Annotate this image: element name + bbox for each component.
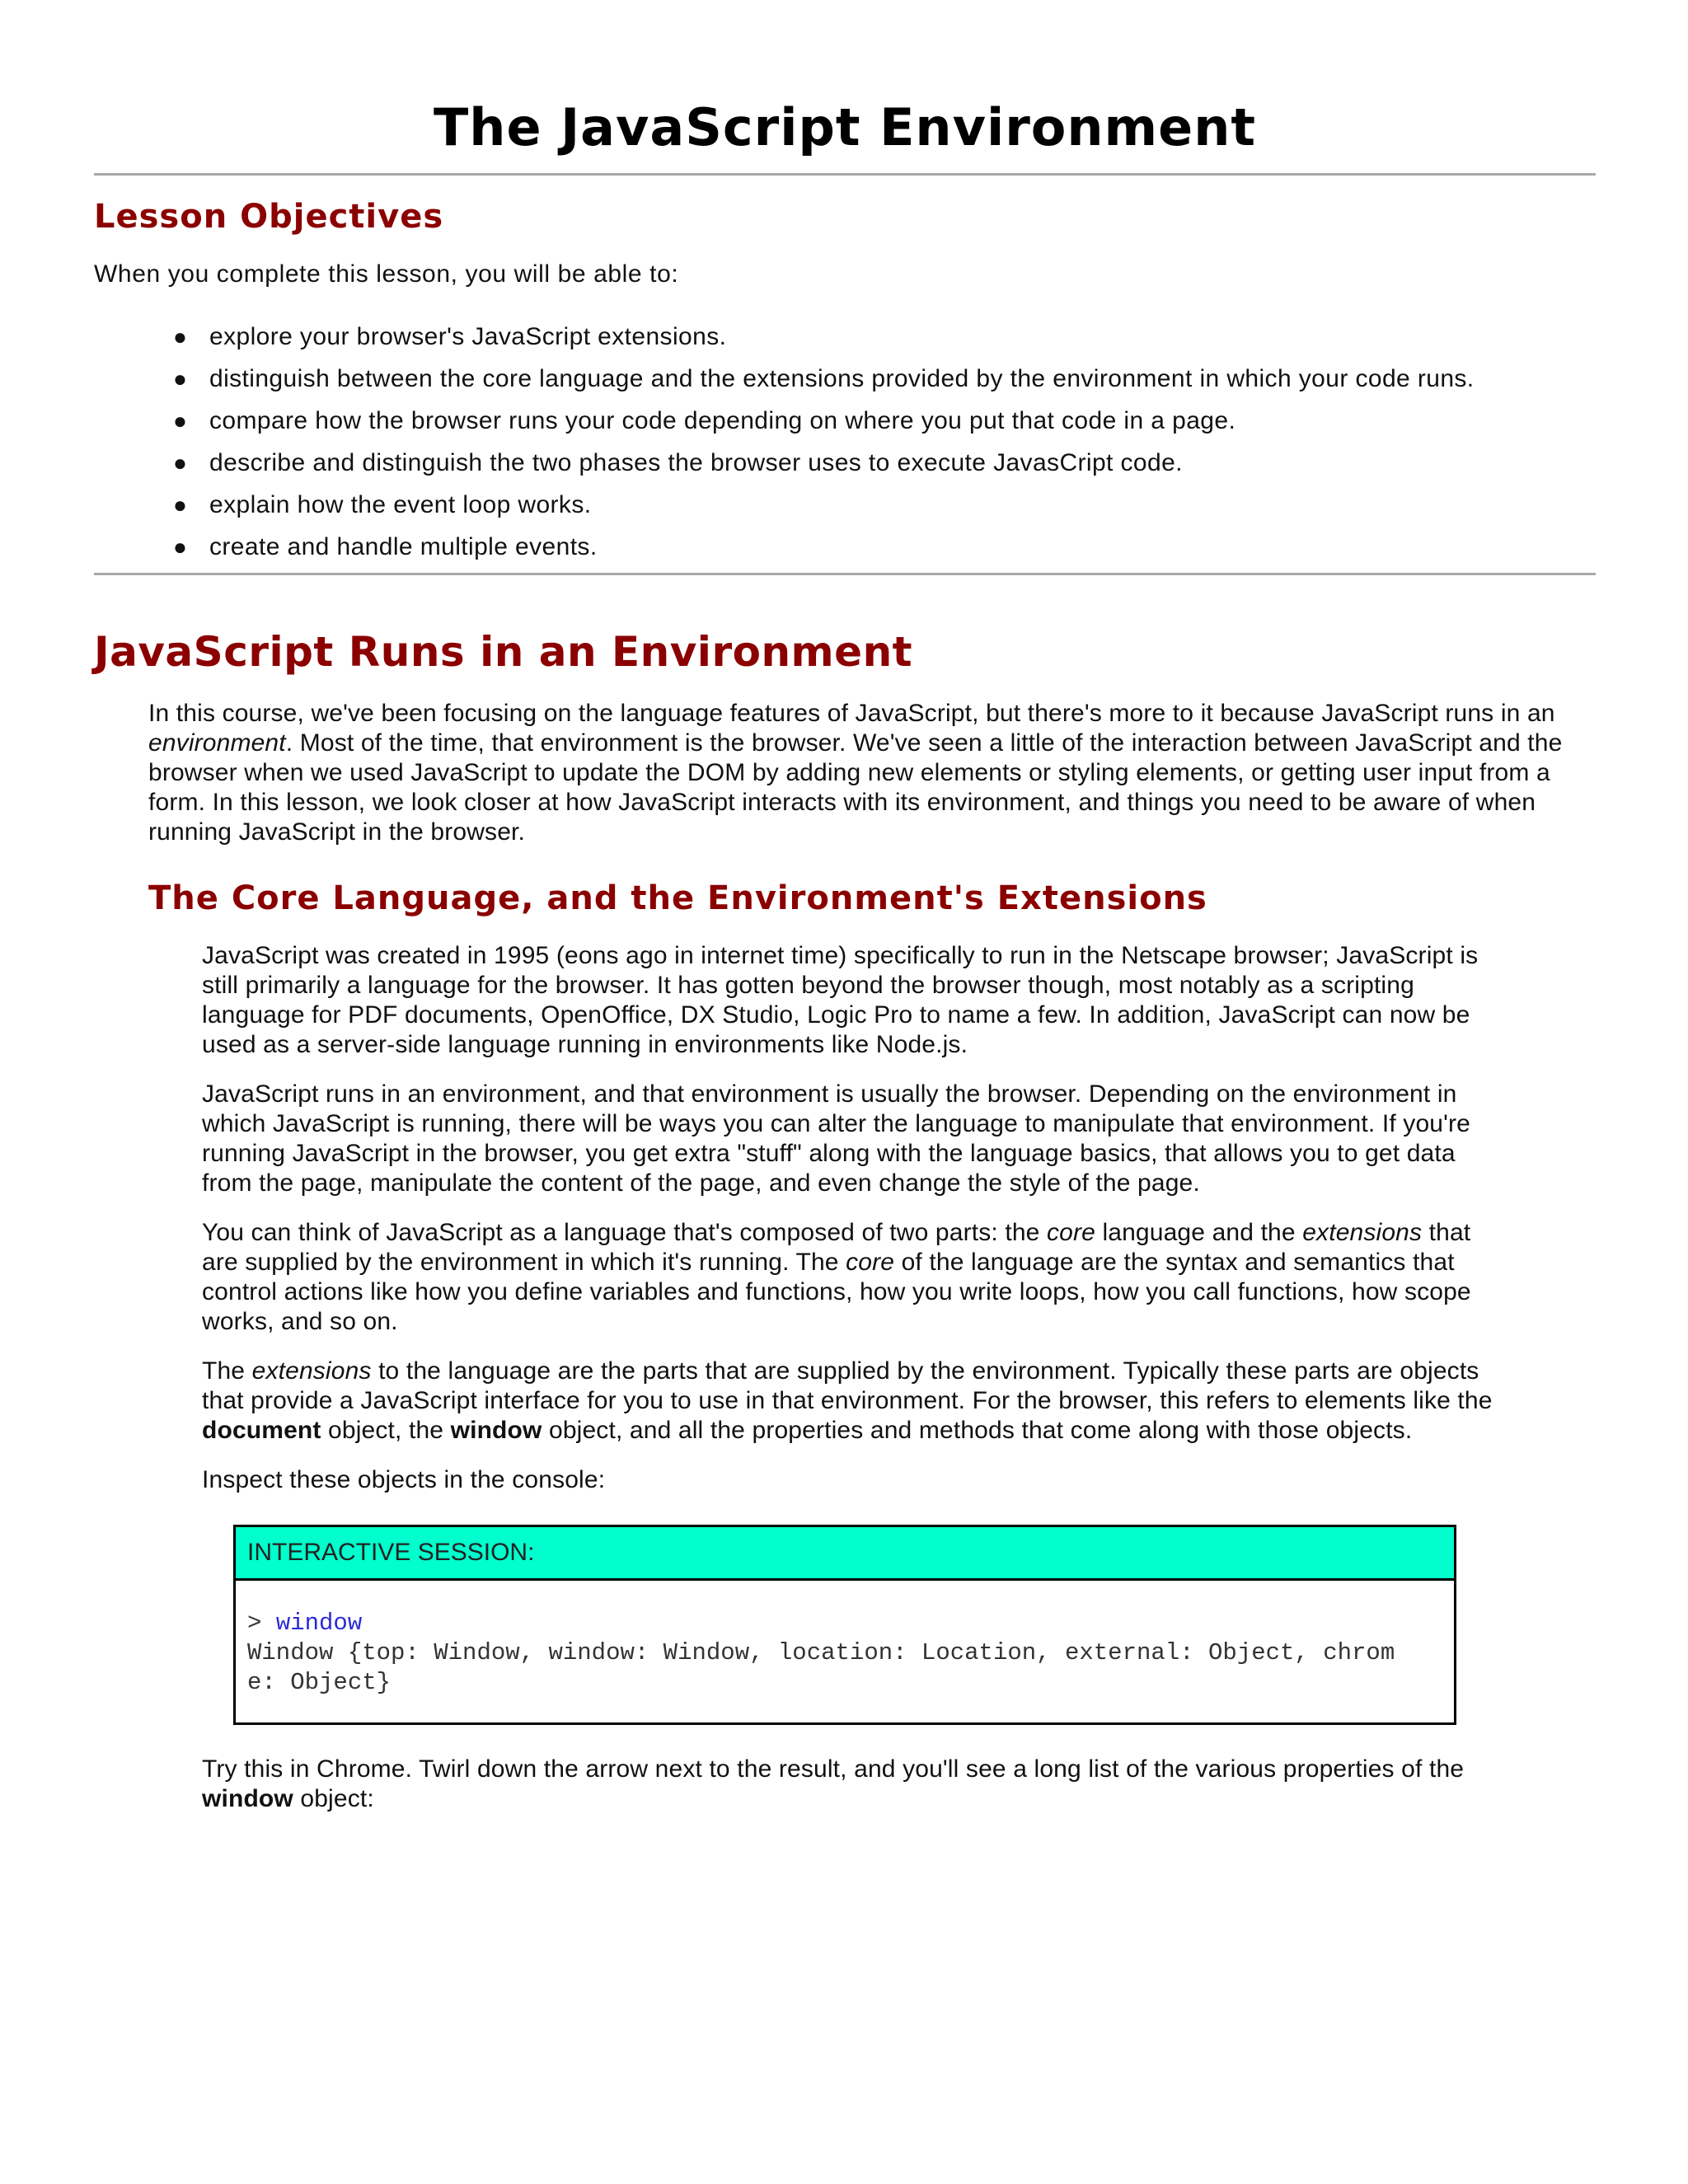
page-title: The JavaScript Environment [434, 97, 1256, 157]
subsection-paragraph-4: The extensions to the language are the parts that are supplied by the environment. Typically these parts are objects that provide a JavaScript interface for you to use in that environment. For the browser, this refers to elements like the document object, the window object, and all the properties and methods that come along with those objects. [202, 1357, 1493, 1444]
subsection-paragraph-1: JavaScript was created in 1995 (eons ago in internet time) specifically to run in the Netscape browser; JavaScript is still primarily a language for the browser. It has gotten beyond the browser though, most notably as a scripting language for PDF documents, OpenOffice, DX Studio, Logic Pro to name a few. In addition, JavaScript can now be used as a server-side language running in environments like Node.js. [202, 942, 1479, 1058]
list-item: ● describe and distinguish the two phases the browser uses to execute JavasCript code. [209, 447, 1596, 480]
bullet-icon: ● [173, 324, 188, 349]
list-item: ● distinguish between the core language and the extensions provided by the environment in which your code runs. [209, 363, 1596, 396]
list-item: ● create and handle multiple events. [209, 531, 1596, 564]
objectives-list [94, 321, 1596, 564]
bullet-icon: ● [173, 408, 188, 434]
session-command: window [275, 1610, 363, 1637]
session-output-line-1: Window {top: Window, window: Window, location: Location, external: Object, chrom [247, 1639, 1395, 1666]
interactive-session-box [233, 1525, 1456, 1725]
session-output-line-2: e: Object} [247, 1669, 392, 1696]
session-prompt: > [247, 1610, 276, 1637]
title-divider [94, 173, 1596, 176]
objectives-heading: Lesson Objectives [94, 198, 444, 236]
bullet-icon: ● [173, 534, 188, 560]
objectives-divider [94, 573, 1596, 575]
bullet-icon: ● [173, 366, 188, 391]
subsection-paragraph-2: JavaScript runs in an environment, and that environment is usually the browser. Depending on the environment in which JavaScript is running, there will be ways you can alter the language to manipulate that environment. If you're running JavaScript in the browser, you get extra "stuff" along with the language basics, that allows you to get data from the page, manipulate the content of the page, and even change the style of the page. [202, 1080, 1470, 1197]
list-item: ● explain how the event loop works. [209, 489, 1596, 522]
list-item: ● compare how the browser runs your code depending on where you put that code in a page. [209, 405, 1596, 438]
document-page [94, 82, 1596, 1814]
section-heading: JavaScript Runs in an Environment [94, 628, 913, 676]
subsection-paragraph-5: Inspect these objects in the console: [202, 1466, 606, 1493]
subsection-paragraph-6: Try this in Chrome. Twirl down the arrow next to the result, and you'll see a long list of the various properties of the window object: [202, 1755, 1465, 1812]
subsection-body [94, 941, 1596, 1814]
section-body [94, 699, 1596, 921]
list-item: ● explore your browser's JavaScript extensions. [209, 321, 1596, 354]
subsection-heading: The Core Language, and the Environment's Extensions [148, 879, 1207, 917]
session-header: INTERACTIVE SESSION: [236, 1527, 1454, 1581]
bullet-icon: ● [173, 492, 188, 518]
session-code [236, 1581, 1454, 1722]
subsection-paragraph-3: You can think of JavaScript as a language that's composed of two parts: the core language and the extensions that are supplied by the environment in which it's running. The core of the language are the syntax and semantics that control actions like how you define variables and functions, how you write loops, how you call functions, how scope works, and so on. [202, 1219, 1471, 1335]
bullet-icon: ● [173, 450, 188, 476]
objectives-intro: When you complete this lesson, you will be able to: [94, 260, 679, 288]
section-paragraph-1: In this course, we've been focusing on the language features of JavaScript, but there's more to it because JavaScript runs in an environment. Most of the time, that environment is the browser. We've seen a little of the interaction between JavaScript and the browser when we used JavaScript to update the DOM by adding new elements or styling elements, or getting user input from a form. In this lesson, we look closer at how JavaScript interacts with its environment, and things you need to be aware of when running JavaScript in the browser. [148, 700, 1563, 846]
